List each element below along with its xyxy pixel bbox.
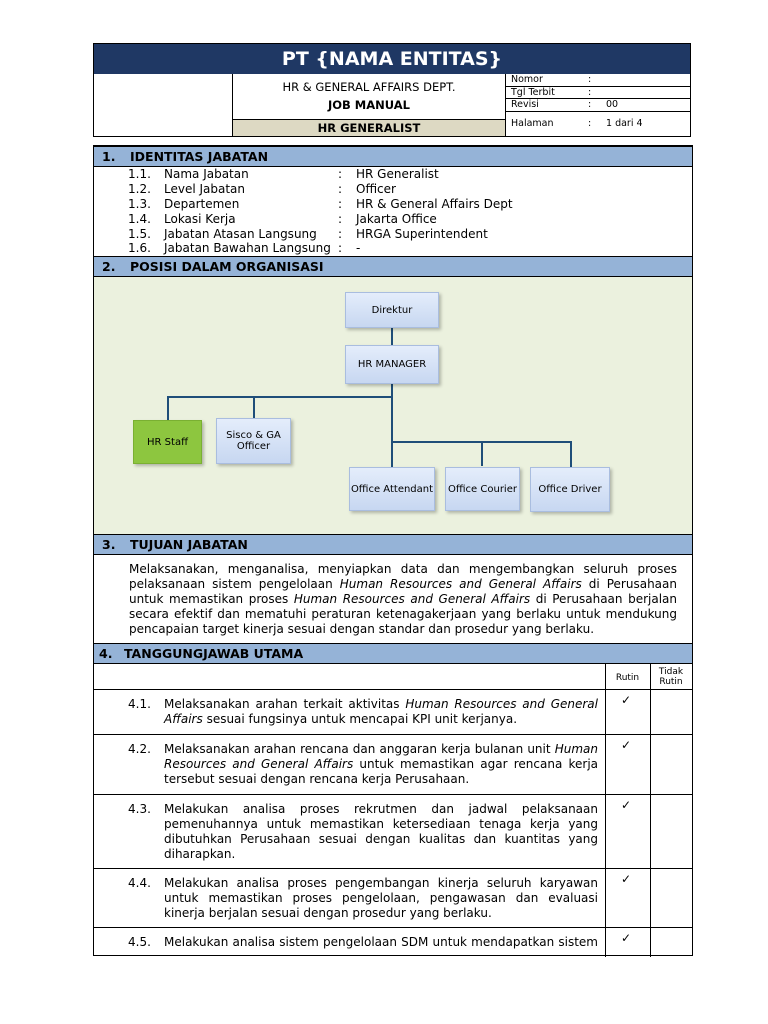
identity-row: [94, 212, 692, 227]
row-number: 4.4.: [128, 876, 151, 890]
org-connector: [167, 396, 393, 398]
row-number: 1.2.: [128, 182, 151, 196]
row-number: 4.2.: [128, 742, 151, 756]
org-box-sisco-ga: Sisco & GA Officer: [216, 418, 291, 464]
row-colon: :: [338, 212, 343, 226]
check-icon: ✓: [621, 693, 632, 707]
identity-row: [94, 197, 692, 212]
identity-row: [94, 241, 692, 256]
row-number: 1.6.: [128, 241, 151, 255]
row-label: Lokasi Kerja: [164, 212, 236, 226]
text-run-italic: Human Resources and General Affairs: [164, 742, 598, 771]
org-box-office-courier: Office Courier: [445, 467, 520, 511]
section-title: TUJUAN JABATAN: [130, 537, 248, 552]
header-title-block: [233, 74, 506, 136]
row-number: 4.1.: [128, 697, 151, 711]
row-value: HR Generalist: [356, 167, 439, 181]
check-icon: ✓: [621, 872, 632, 886]
meta-halaman: [506, 112, 690, 136]
row-number: 4.5.: [128, 935, 151, 949]
row-label: Departemen: [164, 197, 240, 211]
section-number: 3.: [102, 537, 116, 552]
row-number: 1.5.: [128, 227, 151, 241]
row-colon: :: [338, 182, 343, 196]
document-meta: [506, 74, 690, 136]
row-label: Jabatan Atasan Langsung: [164, 227, 317, 241]
meta-label: Revisi: [511, 99, 539, 110]
section-number: 4.: [99, 646, 113, 661]
logo-area: [94, 74, 233, 136]
org-connector: [253, 396, 255, 418]
text-run: di Perusahaan untuk memastikan proses: [129, 577, 677, 606]
row-value: HRGA Superintendent: [356, 227, 488, 241]
meta-value: 1 dari 4: [606, 118, 643, 129]
identity-row: [94, 167, 692, 182]
section-4-heading: [94, 643, 692, 664]
text-run: untuk memastikan agar rencana kerja tersebut sesuai dengan rencana kerja Perusahaan.: [164, 757, 599, 786]
org-connector: [570, 441, 572, 467]
row-label: Level Jabatan: [164, 182, 246, 196]
org-box-hr-staff: HR Staff: [133, 420, 202, 464]
row-number: 4.3.: [128, 802, 151, 816]
section-title: TANGGUNGJAWAB UTAMA: [124, 646, 304, 661]
row-colon: :: [338, 241, 343, 255]
check-icon: ✓: [621, 931, 632, 945]
responsibility-row: [94, 868, 692, 928]
org-chart: [94, 277, 692, 534]
job-manual-body: [93, 145, 693, 956]
text-run: di Perusahaan berjalan secara efektif dan mematuhi peraturan ketenagakerjaan yang berlaku untuk mendukung pencapaian target kinerja sesuai dengan standar dan prosedur yang berlaku.: [129, 592, 677, 636]
row-text: [164, 742, 598, 787]
section-3-heading: [94, 534, 692, 555]
org-box-hr-manager: HR MANAGER: [345, 345, 439, 384]
meta-label: Nomor: [511, 74, 543, 85]
row-value: HR & General Affairs Dept: [356, 197, 513, 211]
identity-row: [94, 182, 692, 197]
row-text: [164, 697, 598, 727]
section-title: IDENTITAS JABATAN: [130, 149, 269, 164]
row-value: Officer: [356, 182, 396, 196]
row-colon: :: [338, 167, 343, 181]
row-colon: :: [338, 197, 343, 211]
text-run: Melaksanakan arahan terkait aktivitas: [164, 697, 406, 711]
check-icon: ✓: [621, 738, 632, 752]
row-text: Melakukan analisa proses rekrutmen dan jadwal pelaksanaan pemenuhannya untuk memastikan ketersediaan tenaga kerja yang dibutuhkan Perusahaan sesuai dengan kualitas dan kuantitas yang diharapkan.: [164, 802, 598, 861]
meta-label: Halaman: [511, 118, 554, 129]
column-header-rutin: Rutin: [615, 673, 640, 683]
text-run: sesuai fungsinya untuk mencapai KPI unit kerjanya.: [202, 712, 518, 726]
meta-label: Tgl Terbit: [511, 87, 555, 98]
responsibility-row: [94, 794, 692, 868]
section-1-heading: [94, 146, 692, 167]
position-title: HR GENERALIST: [233, 119, 505, 136]
meta-revisi: [506, 99, 690, 112]
row-number: 1.1.: [128, 167, 151, 181]
document-type: JOB MANUAL: [327, 98, 410, 112]
org-box-direktur: Direktur: [345, 292, 439, 328]
check-icon: ✓: [621, 798, 632, 812]
meta-tgl-terbit: [506, 87, 690, 99]
meta-colon: :: [588, 99, 592, 110]
responsibility-row: [94, 734, 692, 794]
purpose-paragraph: [129, 562, 677, 637]
department-name: HR & GENERAL AFFAIRS DEPT.: [282, 80, 456, 94]
section-number: 2.: [102, 259, 116, 274]
row-label: Nama Jabatan: [164, 167, 249, 181]
org-box-office-attendant: Office Attendant: [349, 467, 435, 511]
row-value: Jakarta Office: [356, 212, 437, 226]
row-number: 1.4.: [128, 212, 151, 226]
responsibility-row: [94, 689, 692, 735]
text-run: Melaksanakan, menganalisa, menyiapkan data dan mengembangkan seluruh proses pelaksanaan sistem pengelolaan: [129, 562, 677, 591]
section-number: 1.: [102, 149, 116, 164]
meta-value: 00: [606, 99, 619, 110]
row-colon: :: [338, 227, 343, 241]
responsibility-row: [94, 927, 692, 956]
row-number: 1.3.: [128, 197, 151, 211]
company-title: PT {NAMA ENTITAS}: [94, 44, 690, 74]
org-connector: [481, 441, 483, 466]
section-2-heading: [94, 256, 692, 277]
document-header: [93, 43, 691, 137]
meta-colon: :: [588, 87, 592, 98]
text-run-italic: Human Resources and General Affairs: [293, 592, 531, 606]
section-title: POSISI DALAM ORGANISASI: [130, 259, 324, 274]
identity-row: [94, 227, 692, 242]
meta-colon: :: [588, 74, 592, 85]
meta-nomor: [506, 74, 690, 87]
meta-colon: :: [588, 118, 592, 129]
row-text: Melakukan analisa proses pengembangan kinerja seluruh karyawan untuk memastikan proses pengelolaan, pengawasan dan evaluasi kinerja berjalan sesuai dengan prosedur yang berlaku.: [164, 876, 598, 920]
row-text: Melakukan analisa sistem pengelolaan SDM untuk mendapatkan sistem: [164, 935, 598, 949]
row-value: -: [356, 241, 361, 255]
org-box-office-driver: Office Driver: [530, 467, 610, 512]
text-run-italic: Human Resources and General Affairs: [164, 697, 598, 726]
org-connector: [391, 328, 393, 345]
column-header-tidak-rutin: Tidak Rutin: [658, 667, 684, 687]
text-run-italic: Human Resources and General Affairs: [339, 577, 582, 591]
text-run: Melaksanakan arahan rencana dan anggaran kerja bulanan unit: [164, 742, 555, 756]
row-label: Jabatan Bawahan Langsung: [164, 241, 331, 255]
org-connector: [167, 396, 169, 420]
